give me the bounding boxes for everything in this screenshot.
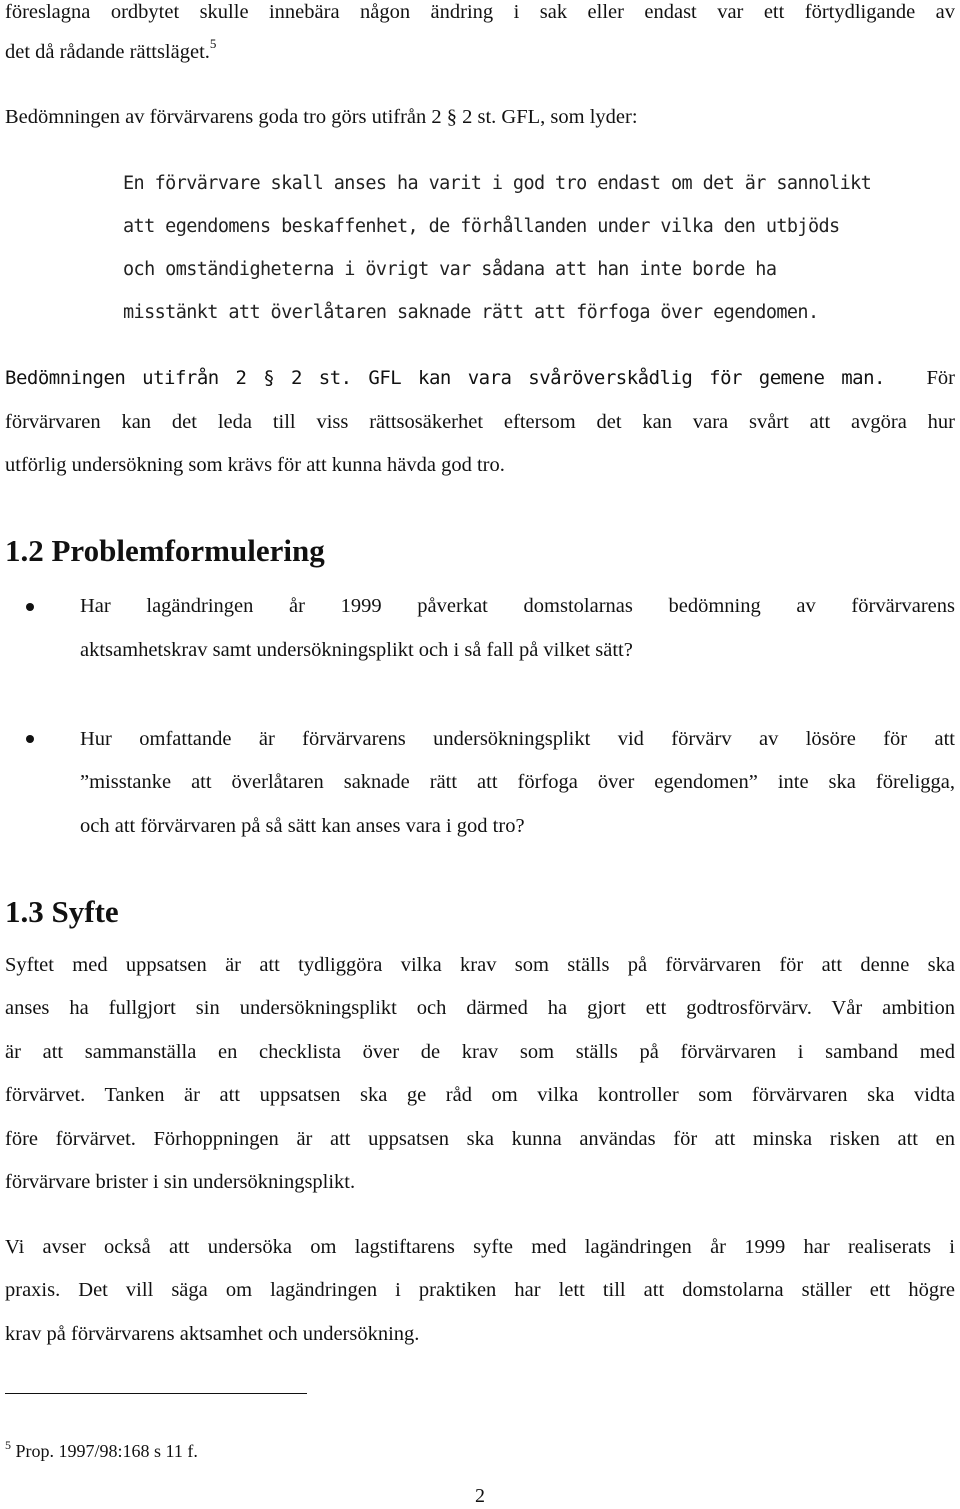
page-number: 2: [475, 1485, 485, 1507]
assessment-line-3: utförlig undersökning som krävs för att kunna hävda god tro.: [5, 454, 505, 476]
bullet-2-line-1: Hur omfattande är förvärvarens undersökningsplikt vid förvärv av lösöre för att: [80, 728, 955, 750]
footnote-text: Prop. 1997/98:168 s 11 f.: [15, 1441, 198, 1461]
assessment-line-1-tail: För: [926, 367, 955, 389]
assessment-line-1-text: Bedömningen utifrån 2 § 2 st. GFL kan vara svåröverskådlig för gemene man.: [5, 367, 885, 389]
footnote-separator: [5, 1393, 307, 1394]
bullet-2-line-3: och att förvärvaren på så sätt kan anses vara i god tro?: [80, 815, 525, 837]
bullet-icon: [26, 603, 34, 611]
assessment-line-2: förvärvaren kan det leda till viss rättsosäkerhet eftersom det kan vara svårt att avgöra hur: [5, 411, 955, 433]
bullet-1-line-1: Har lagändringen år 1999 påverkat domstolarnas bedömning av förvärvarens: [80, 595, 955, 617]
purpose-p1-line-4: förvärvet. Tanken är att uppsatsen ska ge råd om vilka kontroller som förvärvaren ska vidta: [5, 1084, 955, 1106]
assessment-line-1: [5, 364, 955, 392]
purpose-p2-line-2: praxis. Det vill säga om lagändringen i praktiken har lett till att domstolarna ställer ett högre: [5, 1279, 955, 1301]
bullet-2-line-2: ”misstanke att överlåtaren saknade rätt att förfoga över egendomen” inte ska föreligga,: [80, 771, 955, 793]
purpose-p1-line-6: förvärvare brister i sin undersökningsplikt.: [5, 1171, 356, 1193]
quote-line-1: En förvärvare skall anses ha varit i god tro endast om det är sannolikt: [123, 173, 872, 194]
purpose-p1-line-5: före förvärvet. Förhoppningen är att uppsatsen ska kunna användas för att minska risken att en: [5, 1128, 955, 1150]
heading-syfte: 1.3 Syfte: [5, 894, 119, 929]
intro-line-2: [5, 38, 955, 66]
bullet-1-line-2: aktsamhetskrav samt undersökningsplikt och i så fall på vilket sätt?: [80, 639, 633, 661]
quote-line-3: och omständigheterna i övrigt var sådana att han inte borde ha: [123, 259, 777, 280]
purpose-p2-line-3: krav på förvärvarens aktsamhet och undersökning.: [5, 1323, 420, 1345]
quote-line-2: att egendomens beskaffenhet, de förhållanden under vilka den utbjöds: [123, 216, 840, 237]
quote-line-4: misstänkt att överlåtaren saknade rätt att förfoga över egendomen.: [123, 302, 819, 323]
bullet-icon: [26, 735, 34, 743]
intro-line-3: Bedömningen av förvärvarens goda tro görs utifrån 2 § 2 st. GFL, som lyder:: [5, 106, 638, 128]
purpose-p1-line-1: Syftet med uppsatsen är att tydliggöra vilka krav som ställs på förvärvaren för att denne ska: [5, 954, 955, 976]
purpose-p1-line-2: anses ha fullgjort sin undersökningsplikt och därmed ha gjort ett godtrosförvärv. Vår ambition: [5, 997, 955, 1019]
intro-line-1: föreslagna ordbytet skulle innebära någon ändring i sak eller endast var ett förtydligande av: [5, 1, 955, 23]
footnote-ref: 5: [209, 36, 217, 52]
purpose-p2-line-1: Vi avser också att undersöka om lagstiftarens syfte med lagändringen år 1999 har realiserats i: [5, 1236, 955, 1258]
intro-line-2-text: det då rådande rättsläget.: [5, 41, 210, 63]
purpose-p1-line-3: är att sammanställa en checklista över de krav som ställs på förvärvaren i samband med: [5, 1041, 955, 1063]
footnote-number: 5: [5, 1438, 11, 1452]
heading-problemformulering: 1.2 Problemformulering: [5, 533, 325, 568]
footnote: [5, 1439, 198, 1463]
